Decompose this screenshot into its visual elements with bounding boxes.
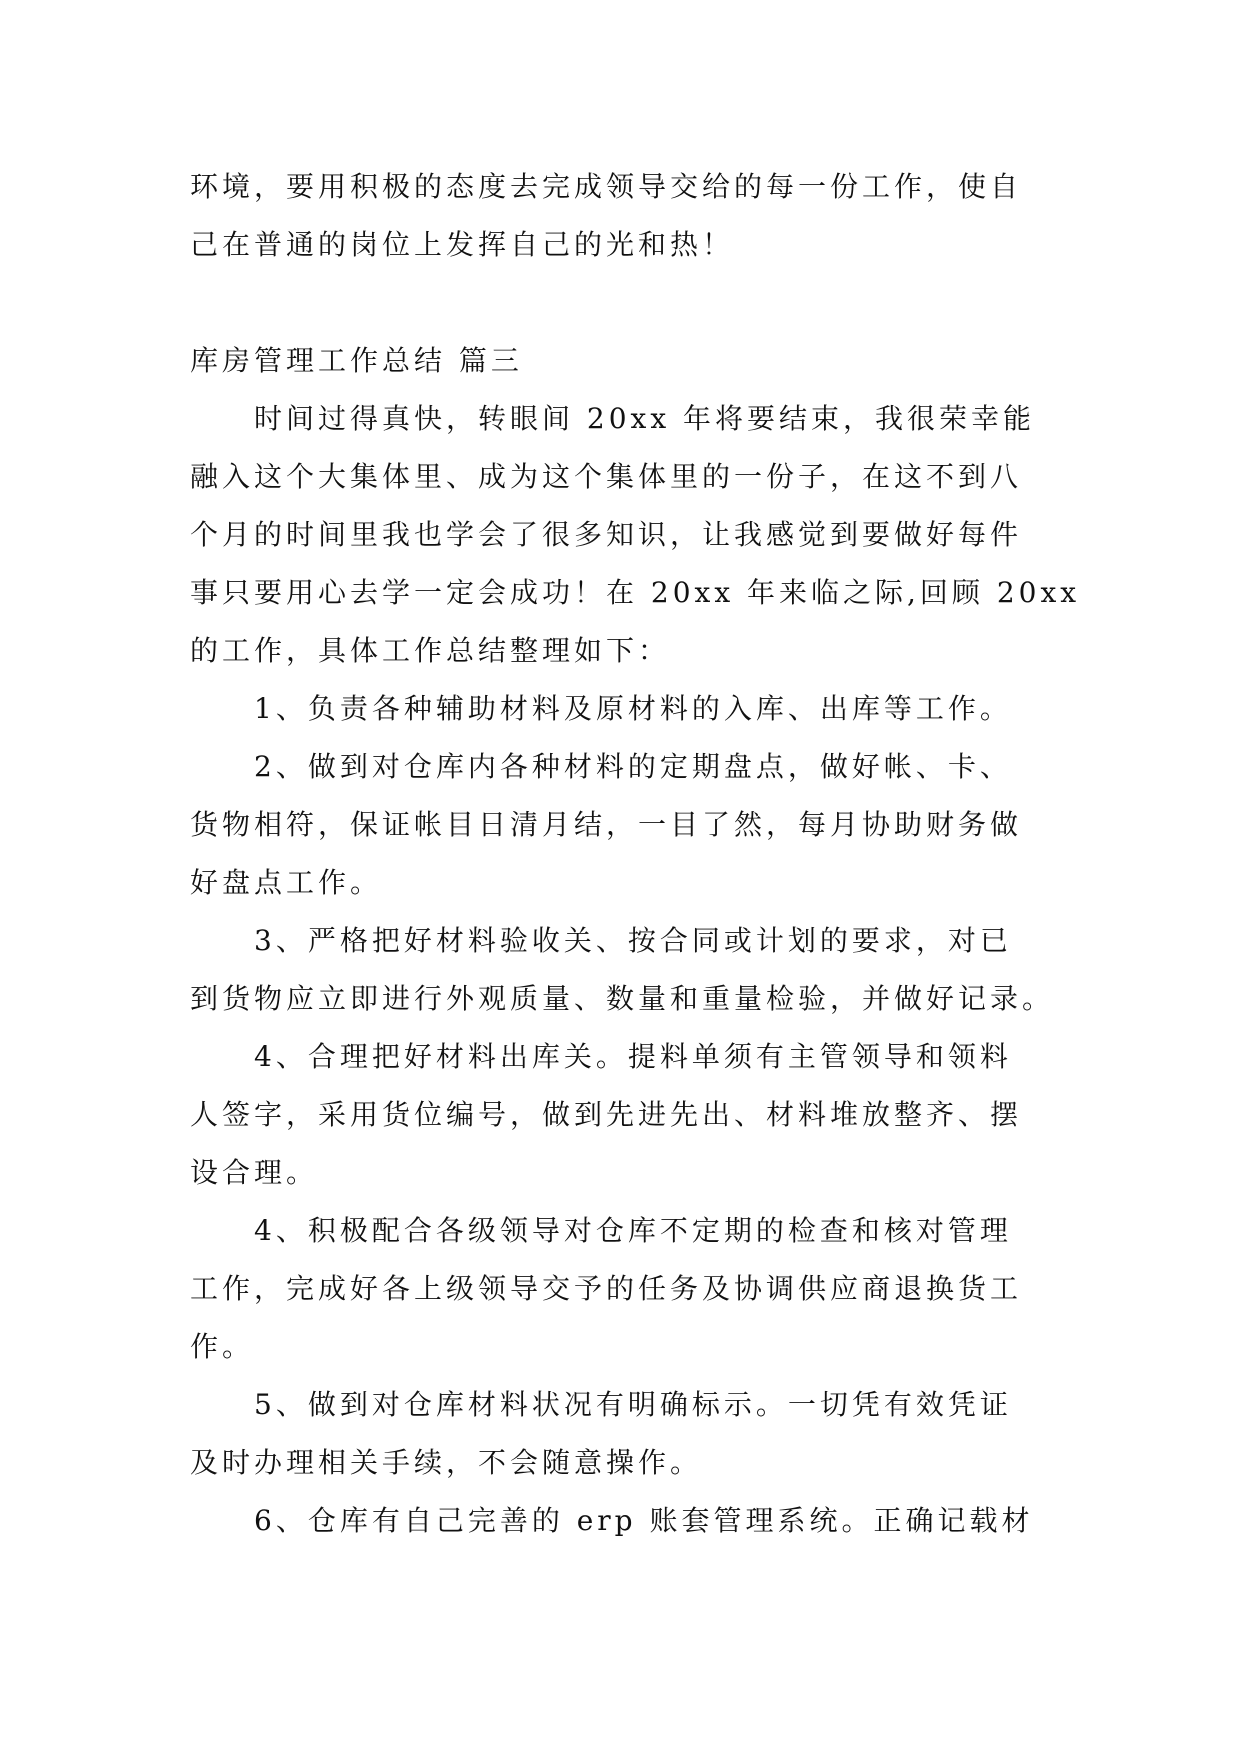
intro-line: 己在普通的岗位上发挥自己的光和热！ [190,228,735,261]
body-line: 人签字，采用货位编号，做到先进先出、材料堆放整齐、摆 [190,1098,1023,1131]
list-item: 5、做到对仓库材料状况有明确标示。一切凭有效凭证 [254,1388,1012,1421]
body-line: 的工作，具体工作总结整理如下： [190,634,671,667]
body-line: 及时办理相关手续，不会随意操作。 [190,1446,703,1479]
document-body [190,158,1081,1550]
body-line: 设合理。 [190,1156,319,1189]
body-line: 融入这个大集体里、成为这个集体里的一份子，在这不到八 [190,460,1023,493]
body-line: 事只要用心去学一定会成功！在 20xx 年来临之际,回顾 20xx [190,576,1081,609]
list-item: 6、仓库有自己完善的 erp 账套管理系统。正确记载材 [254,1504,1034,1537]
section-title: 库房管理工作总结 篇三 [190,344,523,377]
body-line: 时间过得真快，转眼间 20xx 年将要结束，我很荣幸能 [254,402,1036,435]
list-item: 4、合理把好材料出库关。提料单须有主管领导和领料 [254,1040,1012,1073]
list-item: 4、积极配合各级领导对仓库不定期的检查和核对管理 [254,1214,1012,1247]
list-item: 3、严格把好材料验收关、按合同或计划的要求，对已 [254,924,1012,957]
body-line: 个月的时间里我也学会了很多知识，让我感觉到要做好每件 [190,518,1023,551]
body-line: 到货物应立即进行外观质量、数量和重量检验，并做好记录。 [190,982,1055,1015]
intro-line: 环境，要用积极的态度去完成领导交给的每一份工作，使自 [190,170,1023,203]
body-line: 工作，完成好各上级领导交予的任务及协调供应商退换货工 [190,1272,1023,1305]
list-item: 1、负责各种辅助材料及原材料的入库、出库等工作。 [254,692,1012,725]
list-item: 2、做到对仓库内各种材料的定期盘点，做好帐、卡、 [254,750,1012,783]
body-line: 作。 [190,1330,255,1363]
body-line: 货物相符，保证帐目日清月结，一目了然，每月协助财务做 [190,808,1023,841]
body-line: 好盘点工作。 [190,866,383,899]
